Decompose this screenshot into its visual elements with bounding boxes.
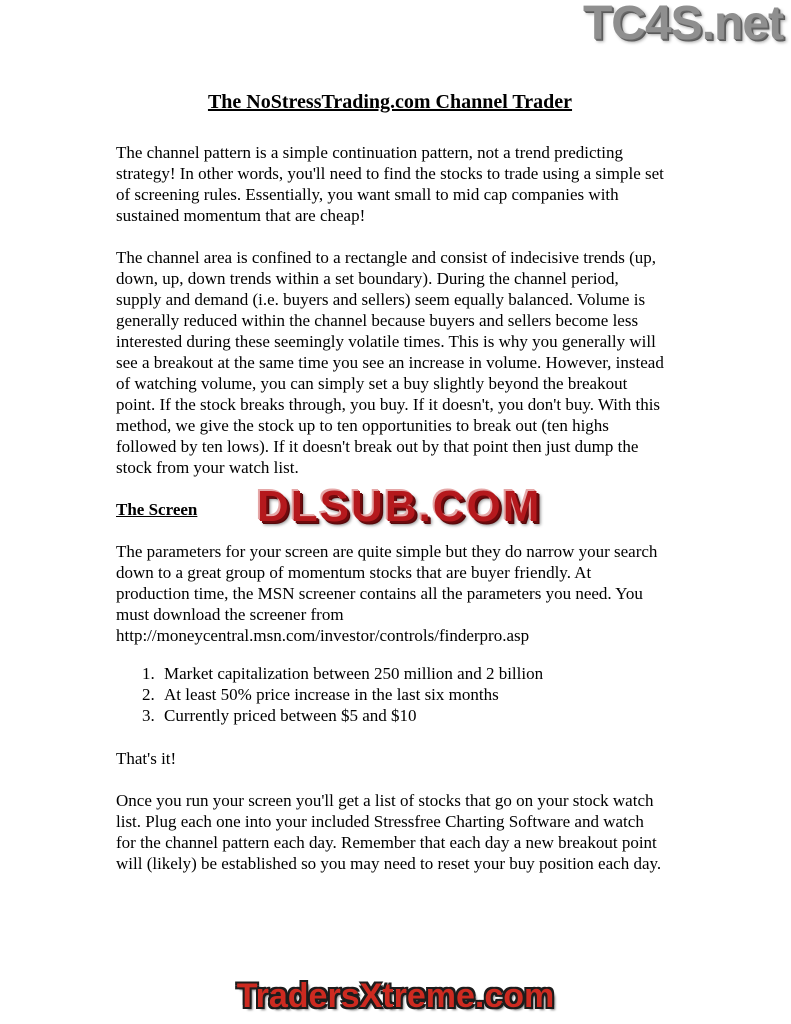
list-text: Currently priced between $5 and $10 <box>164 706 417 725</box>
paragraph-thats-it: That's it! <box>116 749 177 768</box>
document-title: The NoStressTrading.com Channel Trader <box>207 91 573 113</box>
screen-rules-list <box>116 663 664 726</box>
paragraph-closing: Once you run your screen you'll get a list of stocks that go on your stock watch list. Plug each one into your included Stressfree Charting Software and watch for the channel pattern each day. Remember that each day a new breakout point will (likely) be established so you may need to reset your buy position each day. <box>116 791 662 873</box>
list-number: 3. <box>142 706 155 725</box>
the-screen-heading: The Screen <box>116 500 198 519</box>
tradersxtreme-watermark: TradersXtreme.com <box>236 977 555 1015</box>
list-item <box>116 705 664 726</box>
list-number: 1. <box>142 664 155 683</box>
list-item <box>116 663 664 684</box>
list-item <box>116 684 664 705</box>
list-text: At least 50% price increase in the last six months <box>164 685 499 704</box>
paragraph-channel-description: The channel area is confined to a rectangle and consist of indecisive trends (up, down, up, down trends within a set boundary). During the channel period, supply and demand (i.e. buyers and sellers) seem equally balanced. Volume is generally reduced within the channel because buyers and sellers become less interested during these seemingly volatile times. This is why you generally will see a breakout at the same time you see an increase in volume. However, instead of watching volume, you can simply set a buy slightly beyond the breakout point. If the stock breaks through, you buy. If it doesn't, you don't buy. With this method, we give the stock up to ten opportunities to break out (ten highs followed by ten lows). If it doesn't break out by that point then just dump the stock from your watch list. <box>116 248 664 477</box>
dlsub-com-watermark: DLSUB.COM <box>257 482 542 531</box>
paragraph-intro: The channel pattern is a simple continuation pattern, not a trend predicting strategy! In other words, you'll need to find the stocks to trade using a simple set of screening rules. Essentially, you want small to mid cap companies with sustained momentum that are cheap! <box>116 143 664 225</box>
tc4s-net-watermark: TC4S.net <box>582 0 783 50</box>
list-number: 2. <box>142 685 155 704</box>
paragraph-screen-parameters: The parameters for your screen are quite simple but they do narrow your search down to a great group of momentum stocks that are buyer friendly. At production time, the MSN screener contains all the parameters you need. You must download the screener from http://moneycentral.msn.com/investor/controls/finderpro.asp <box>116 542 658 645</box>
list-text: Market capitalization between 250 million and 2 billion <box>164 664 544 683</box>
